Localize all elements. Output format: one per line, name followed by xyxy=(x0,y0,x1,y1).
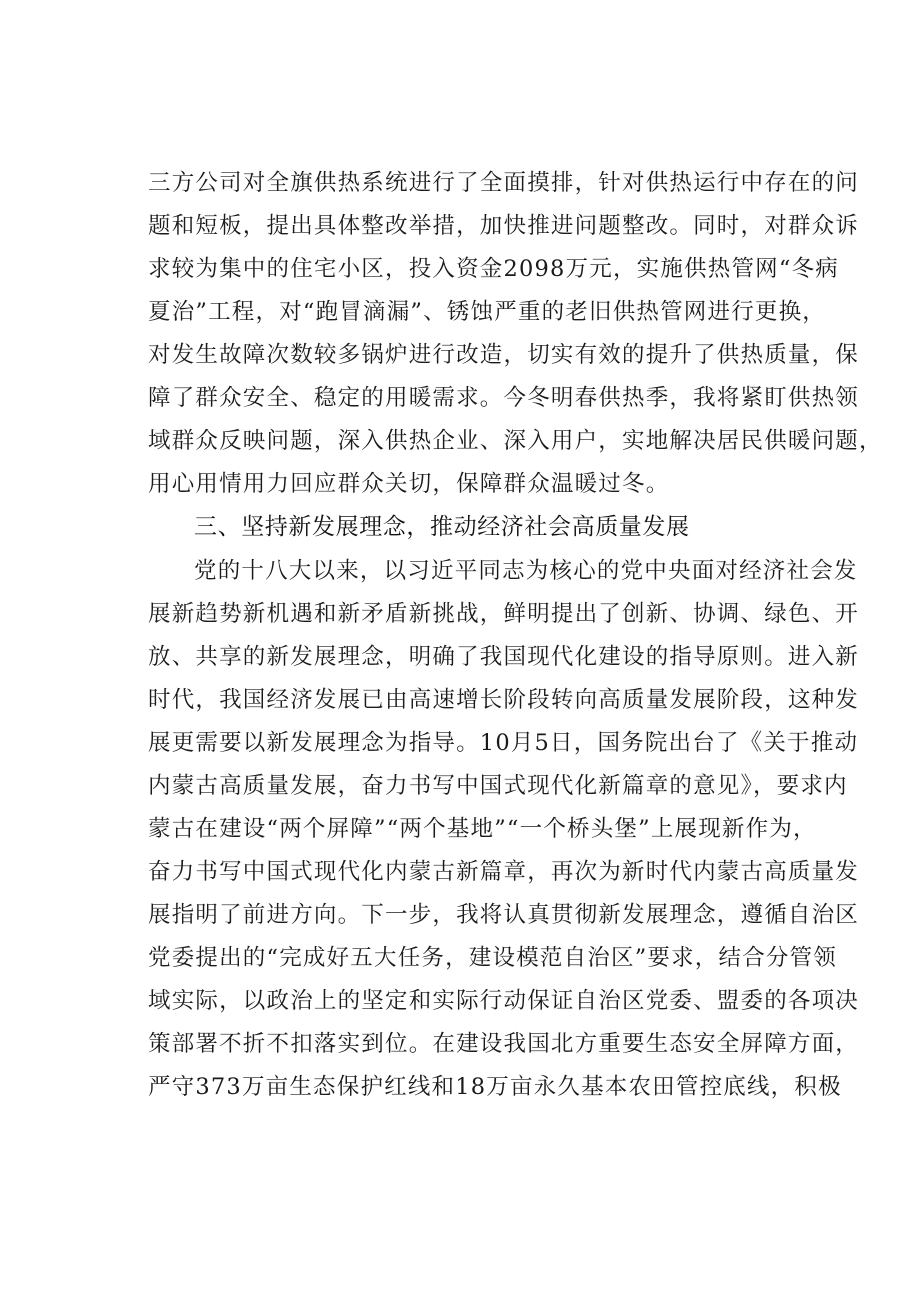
paragraph-2-line-2: 展新趋势新机遇和新矛盾新挑战，鲜明提出了创新、协调、绿色、开 xyxy=(148,601,860,627)
paragraph-1-line-7: 域群众反映问题，深入供热企业、深入用户，实地解决居民供暖问题， xyxy=(148,428,883,454)
paragraph-1-line-5: 对发生故障次数较多锅炉进行改造，切实有效的提升了供热质量，保 xyxy=(148,342,860,368)
paragraph-2-line-5: 展更需要以新发展理念为指导。10月5日，国务院出台了《关于推动 xyxy=(148,730,859,756)
paragraph-2-line-12: 策部署不折不扣落实到位。在建设我国北方重要生态安全屏障方面， xyxy=(148,1031,860,1057)
paragraph-2-line-11: 域实际，以政治上的坚定和实际行动保证自治区党委、盟委的各项决 xyxy=(148,988,860,1014)
paragraph-1-line-6: 障了群众安全、稳定的用暖需求。今冬明春供热季，我将紧盯供热领 xyxy=(148,385,860,411)
paragraph-2-line-7: 蒙古在建设“两个屏障”“两个基地”“一个桥头堡”上展现新作为， xyxy=(148,816,817,842)
paragraph-1-line-4: 夏治”工程，对“跑冒滴漏”、锈蚀严重的老旧供热管网进行更换， xyxy=(148,299,827,325)
section-heading: 三、坚持新发展理念，推动经济社会高质量发展 xyxy=(194,514,690,540)
paragraph-2-line-13: 严守373万亩生态保护红线和18万亩永久基本农田管控底线，积极 xyxy=(148,1074,842,1100)
paragraph-2-line-10: 党委提出的“完成好五大任务，建设模范自治区”要求，结合分管领 xyxy=(148,945,838,971)
paragraph-1-line-1: 三方公司对全旗供热系统进行了全面摸排，针对供热运行中存在的问 xyxy=(148,170,860,196)
paragraph-1-line-3: 求较为集中的住宅小区，投入资金2098万元，实施供热管网“冬病 xyxy=(148,256,839,282)
paragraph-1-line-2: 题和短板，提出具体整改举措，加快推进问题整改。同时，对群众诉 xyxy=(148,213,860,239)
paragraph-2-line-4: 时代，我国经济发展已由高速增长阶段转向高质量发展阶段，这种发 xyxy=(148,687,860,713)
paragraph-2-line-3: 放、共享的新发展理念，明确了我国现代化建设的指导原则。进入新 xyxy=(148,644,860,670)
paragraph-1-line-8: 用心用情用力回应群众关切，保障群众温暖过冬。 xyxy=(148,471,670,497)
paragraph-2-line-9: 展指明了前进方向。下一步，我将认真贯彻新发展理念，遵循自治区 xyxy=(148,902,860,928)
paragraph-2-line-6: 内蒙古高质量发展，奋力书写中国式现代化新篇章的意见》，要求内 xyxy=(148,773,848,799)
paragraph-2-line-8: 奋力书写中国式现代化内蒙古新篇章，再次为新时代内蒙古高质量发 xyxy=(148,859,860,885)
paragraph-2-line-1: 党的十八大以来，以习近平同志为核心的党中央面对经济社会发 xyxy=(194,558,858,584)
